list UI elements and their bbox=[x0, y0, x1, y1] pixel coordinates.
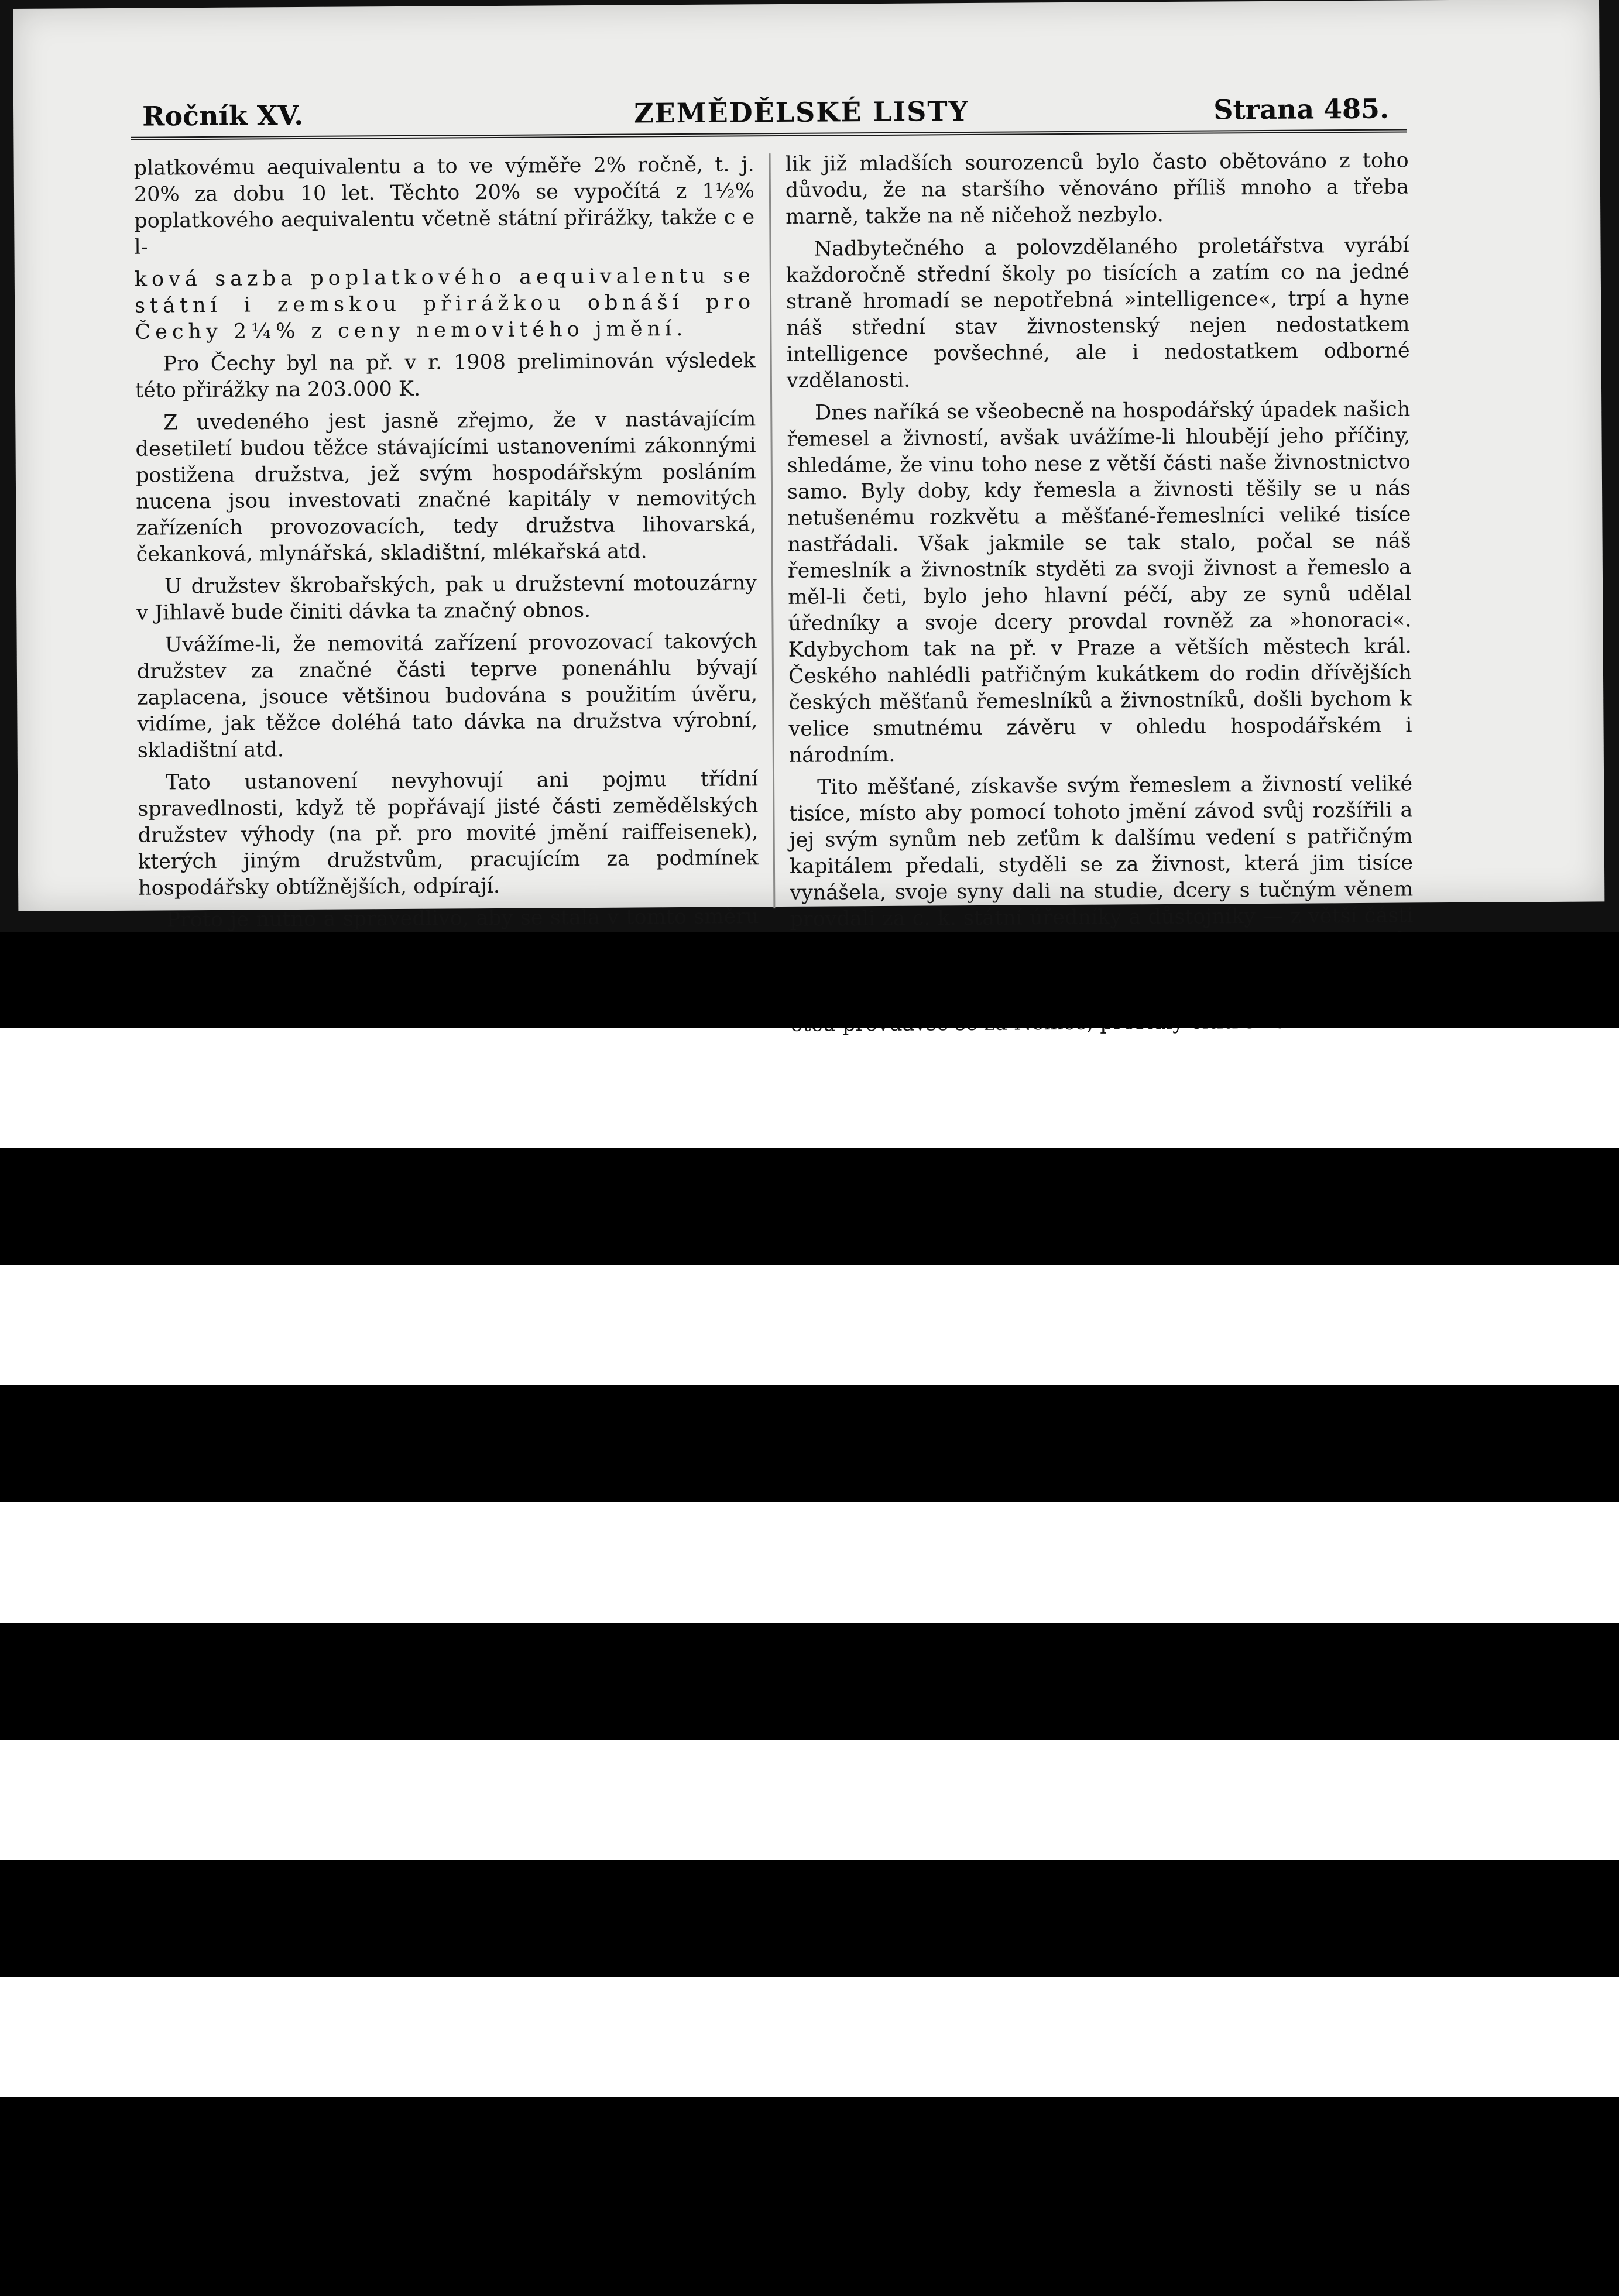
black-band bbox=[0, 1623, 1619, 1740]
paragraph: Nadbytečného a polovzdělaného proletářstva vyrábí každoročně střední školy po tisících a zatím co na jedné straně hromadí se nepotřebná »intelligence«, trpí a hyne náš střední stav živnostenský nejen nedostatkem intelligence povšechné, ale i nedostatkem odborné vzdělanosti. bbox=[786, 234, 1410, 393]
paragraph: lik již mladších sourozenců bylo často obětováno z toho důvodu, že na staršího věnováno příliš mnoho a třeba marně, takže na ně ničehož nezbylo. bbox=[785, 149, 1409, 229]
paragraph-spaced: ková sazba poplatkového aequivalentu se státní i zemskou přirážkou obnáší pro Čechy 2¼% z ceny nemovitého jmění. bbox=[134, 264, 756, 344]
paragraph: platkovému aequivalentu a to ve výměře 2% ročně, t. j. 20% za dobu 10 let. Těchto 20% se vypočítá z 1½% poplatkového aequivalentu včetně státní přirážky, takže c e l- bbox=[133, 153, 755, 259]
paragraph: Uvážíme-li, že nemovitá zařízení provozovací takových družstev za značné části teprve ponenáhlu bývají zaplacena, jsouce většinou budována s použitím úvěru, vidíme, jak těžce doléhá tato dávka na družstva výrobní, skladištní atd. bbox=[136, 630, 758, 763]
black-band bbox=[0, 1148, 1619, 1265]
paragraph: U družstev škrobařských, pak u družstevní motouzárny v Jihlavě bude činiti dávka ta značný obnos. bbox=[136, 571, 757, 625]
paragraph: Tato ustanovení nevyhovují ani pojmu třídní spravedlnosti, když tě popřávají jisté části zemědělských družstev výhody (na př. pro movité jmění raiffeisenek), kterých jiným družstvům, pracujícím za podmínek hospodářsky obtížnějších, odpírají. bbox=[138, 767, 759, 900]
black-band bbox=[0, 1385, 1619, 1502]
page-number: Strana 485. bbox=[1213, 92, 1390, 126]
black-band bbox=[0, 932, 1619, 1028]
paragraph: Dnes naříká se všeobecně na hospodářský úpadek našich řemesel a živností, avšak uvážíme-li hloubějí jeho příčiny, shledáme, že vinu toho nese z větší části naše živnostnictvo samo. Byly doby, kdy řemesla a živnosti těšily se u nás netušenému rozkvětu a měšťané-řemeslníci veliké tisíce nastřádali. Však jakmile se tak stalo, počal se náš řemeslník a živnostník styděti za svoji živnost a řemeslo a měl-li četi, bylo jeho hlavní péčí, aby ze synů udělal úředníky a svoje dcery provdal rovněž za »honoraci«. Kdybychom tak na př. v Praze a větších městech král. Českého nahlédli patřičným kukátkem do rodin dřívějších českých měšťanů řemeslníků a živnostníků, došli bychom k velice smutnému závěru v ohledu hospodářském i národním. bbox=[787, 397, 1412, 767]
paragraph: Proto je nutno a spravedlivo, aby se stala v tomto směru bbox=[166, 905, 759, 932]
black-band bbox=[0, 1860, 1619, 1977]
paragraph: Pro Čechy byl na př. v r. 1908 preliminován výsledek této přirážky na 203.000 K. bbox=[135, 349, 756, 403]
paragraph: Z uvedeného jest jasně zřejmo, že v nastávajícím desetiletí budou těžce stávajícími ustanoveními zákonnými postižena družstva, jež svým hospodářským posláním nucena jsou investovati značné kapitály v nemovitých zařízeních provozovacích, tedy družstva lihovarská, čekanková, mlynářská, skladištní, mlékařská atd. bbox=[135, 407, 757, 567]
black-band bbox=[0, 2097, 1619, 2296]
paragraph: Tito měšťané, získavše svým řemeslem a živností veliké tisíce, místo aby pomocí tohoto jmění závod svůj rozšířili a jej svým synům neb zeťům k dalšímu vedení s patřičným kapitálem předali, styděli se za živnost, která jim tisíce vynášela, svoje syny dali na studie, dcery s tučným věnem provdali za c. k. státní úředníky a důstojníky — z větší části bbox=[789, 772, 1414, 931]
journal-title: ZEMĚDĚLSKÉ LISTY bbox=[633, 95, 969, 129]
volume-label: Ročník XV. bbox=[142, 99, 304, 132]
